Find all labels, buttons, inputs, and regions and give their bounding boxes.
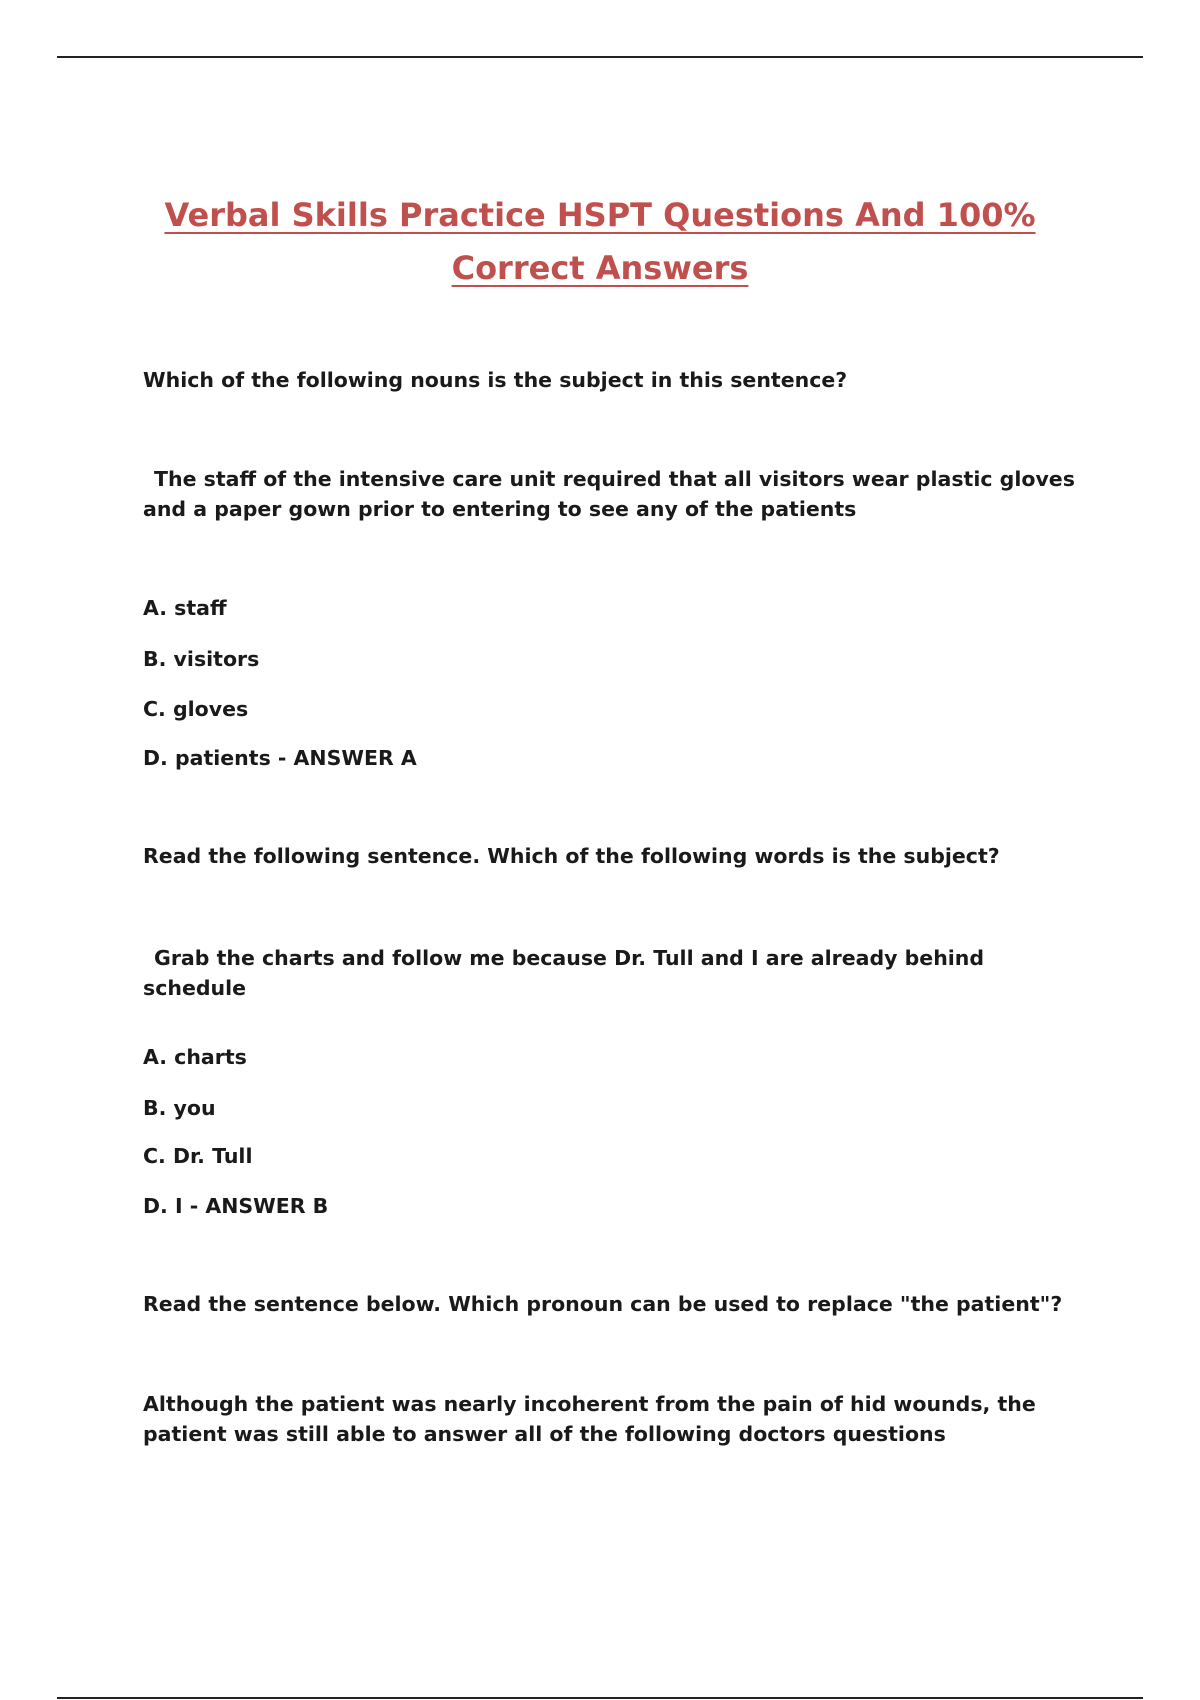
question-1-passage: The staff of the intensive care unit required that all visitors wear plastic gloves and a paper gown prior to entering to see any of the patients <box>143 467 1075 521</box>
question-2-passage: Grab the charts and follow me because Dr. Tull and I are already behind schedule <box>143 946 985 1000</box>
question-2-option-d-answer: D. I - ANSWER B <box>143 1194 329 1218</box>
title-line-2: Correct Answers <box>451 249 749 287</box>
bottom-rule <box>57 1697 1143 1699</box>
question-3-passage: Although the patient was nearly incoherent from the pain of hid wounds, the patient was still able to answer all of the following doctors questions <box>143 1392 1036 1446</box>
question-2-prompt: Read the following sentence. Which of the following words is the subject? <box>143 844 1000 868</box>
title-line-1: Verbal Skills Practice HSPT Questions And 100% <box>164 196 1036 234</box>
question-1-option-d-answer: D. patients - ANSWER A <box>143 746 417 770</box>
question-1-prompt: Which of the following nouns is the subject in this sentence? <box>143 368 848 392</box>
top-rule <box>57 56 1143 58</box>
question-1-option-c: C. gloves <box>143 697 249 721</box>
document-title <box>0 196 1200 234</box>
question-2-option-b: B. you <box>143 1096 216 1120</box>
question-2-option-c: C. Dr. Tull <box>143 1144 253 1168</box>
question-1-option-b: B. visitors <box>143 647 260 671</box>
question-1-option-a: A. staff <box>143 596 227 620</box>
document-title-continued <box>0 249 1200 287</box>
question-2-option-a: A. charts <box>143 1045 247 1069</box>
question-3-prompt: Read the sentence below. Which pronoun can be used to replace "the patient"? <box>143 1292 1063 1316</box>
